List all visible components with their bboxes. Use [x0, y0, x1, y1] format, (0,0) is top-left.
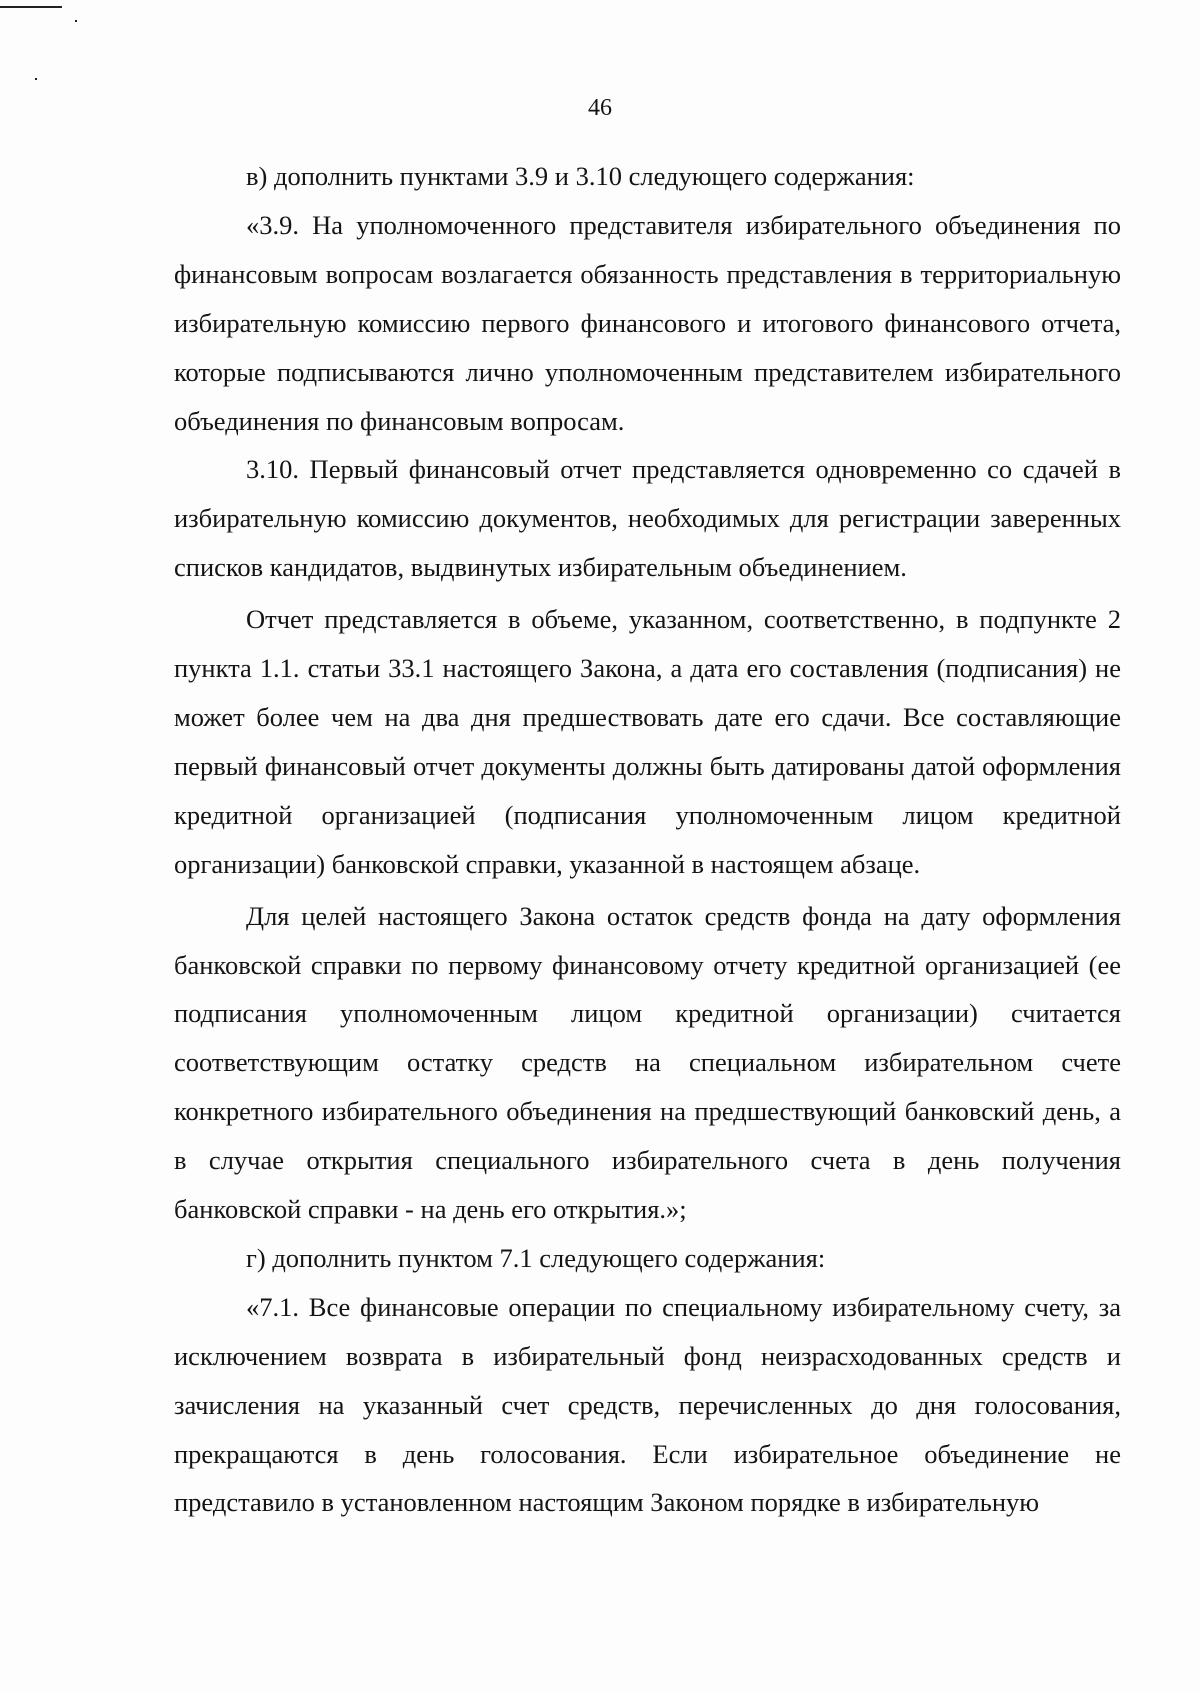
paragraph-clause-3-9: «3.9. На уполномоченного представителя избирательного объединения по финансовым вопросам возлагается обязанность представления в территориальную избирательную комиссию первого финансового и итогового финансового отчета, которые подписываются лично уполномоченным представителем избирательного объединения по финансовым вопросам.: [174, 209, 1121, 436]
scan-artifact-dot: [75, 20, 77, 22]
paragraph-amendment-g: г) дополнить пунктом 7.1 следующего содержания:: [246, 1242, 826, 1273]
scan-artifact-line: [0, 6, 62, 8]
document-body: [174, 152, 1121, 1527]
paragraph-clause-7-1: «7.1. Все финансовые операции по специальному избирательному счету, за исключением возврата в избирательный фонд неизрасходованных средств и зачисления на указанный счет средств, перечисленных до дня голосования, прекращаются в день голосования. Если избирательное объединение не представило в установленном настоящим Законом порядке в избирательную: [174, 1291, 1121, 1518]
paragraph-amendment-v: в) дополнить пунктами 3.9 и 3.10 следующего содержания:: [246, 161, 915, 191]
paragraph-fund-balance: Для целей настоящего Закона остаток средств фонда на дату оформления банковской справки по первому финансовому отчету кредитной организацией (ее подписания уполномоченным лицом кредитной организации) считается соответствующим остатку средств на специальном избирательном счете конкретного избирательного объединения на предшествующий банковский день, а в случае открытия специального избирательного счета в день получения банковской справки - на день его открытия.»;: [174, 900, 1121, 1225]
scan-artifact-dot: [35, 78, 37, 80]
paragraph-report-scope: Отчет представляется в объеме, указанном, соответственно, в подпункте 2 пункта 1.1. статьи 33.1 настоящего Закона, а дата его составления (подписания) не может более чем на два дня предшествовать дате его сдачи. Все составляющие первый финансовый отчет документы должны быть датированы датой оформления кредитной организацией (подписания уполномоченным лицом кредитной организации) банковской справки, указанной в настоящем абзаце.: [174, 604, 1121, 879]
paragraph-clause-3-10: 3.10. Первый финансовый отчет представляется одновременно со сдачей в избирательную комиссию документов, необходимых для регистрации заверенных списков кандидатов, выдвинутых избирательным объединением.: [174, 454, 1121, 583]
page-number: 46: [588, 95, 612, 121]
